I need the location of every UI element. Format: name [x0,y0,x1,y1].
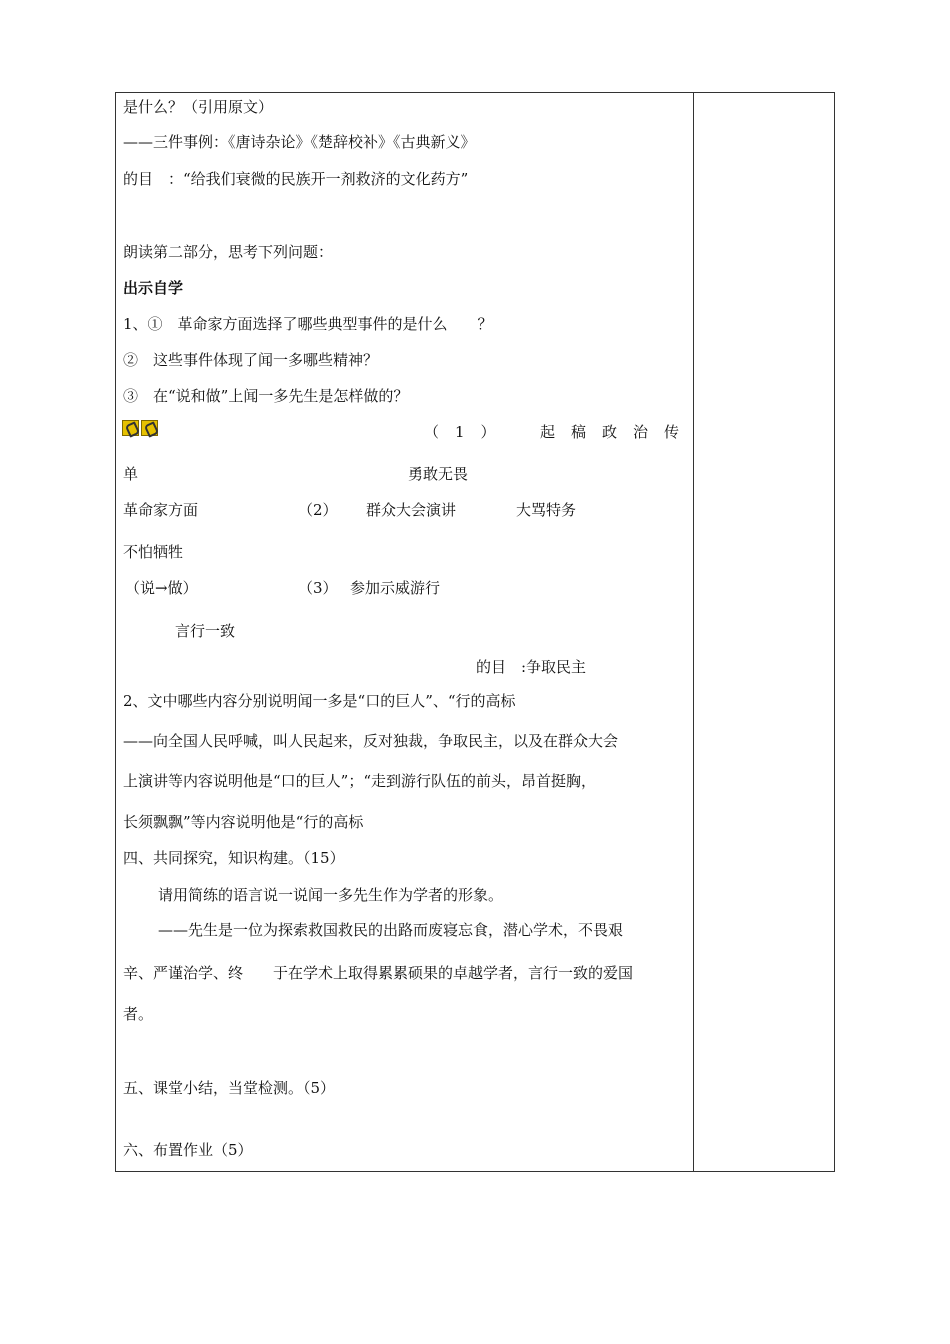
text-line: 是什么？（引用原文） [123,98,274,116]
answer-line: ——向全国人民呼喊，叫人民起来，反对独裁，争取民主，以及在群众大会 [123,732,619,750]
diagram-item-number: （3） [298,579,338,597]
answer-line: 上演讲等内容说明他是“口的巨人”；“走到游行队伍的前头，昂首挺胸， [123,772,597,790]
question-line: ③ 在“说和做”上闻一多先生是怎样做的？ [123,387,409,405]
text-line: ——三件事例：《唐诗杂论》《楚辞校补》《古典新义》 [123,133,476,151]
answer-icons [122,420,158,438]
section-heading: 四、共同探究，知识构建。（15） [123,849,345,867]
diagram-item: 起稿政治传 [540,423,696,441]
question-line: 请用简练的语言说一说闻一多先生作为学者的形象。 [158,886,504,904]
diagram-spirit: 勇敢无畏 [408,465,469,483]
answer-line: 辛、严谨治学、终 于在学术上取得累累硕果的卓越学者，言行一致的爱国 [123,964,634,982]
section-heading: 出示自学 [123,279,184,297]
section-heading: 五、课堂小结，当堂检测。（5） [123,1079,336,1097]
pen-icon [141,420,158,436]
question-line: 1、① 革命家方面选择了哪些典型事件的是什么 ？ [123,315,493,333]
diagram-label: 革命家方面 [123,501,199,519]
answer-line: 长须飘飘”等内容说明他是“行的高标 [123,813,364,831]
question-line: 2、文中哪些内容分别说明闻一多是“口的巨人”、“行的高标 [123,692,516,710]
question-line: ② 这些事件体现了闻一多哪些精神？ [123,351,379,369]
text-line: 的目 ：“给我们衰微的民族开一剂救济的文化药方” [123,170,469,188]
diagram-item-number: （2） [298,501,338,519]
answer-line: ——先生是一位为探索救国救民的出路而废寝忘食，潜心学术，不畏艰 [158,921,624,939]
diagram-spirit: 言行一致 [175,622,236,640]
diagram-item: 单 [123,465,139,483]
pen-icon [122,420,139,436]
diagram-item: 参加示威游行 [350,579,441,597]
diagram-purpose: 的目 :争取民主 [476,658,587,676]
text-line: 朗读第二部分，思考下列问题： [123,243,334,261]
answer-line: 者。 [123,1005,154,1023]
diagram-item: 群众大会演讲 [366,501,457,519]
diagram-item: 大骂特务 [516,501,577,519]
diagram-item-number: （1） [424,423,512,441]
diagram-spirit: 不怕牺牲 [123,543,184,561]
column-divider [693,92,694,1172]
diagram-label: （说→做） [125,579,198,597]
section-heading: 六、布置作业（5） [123,1141,253,1159]
